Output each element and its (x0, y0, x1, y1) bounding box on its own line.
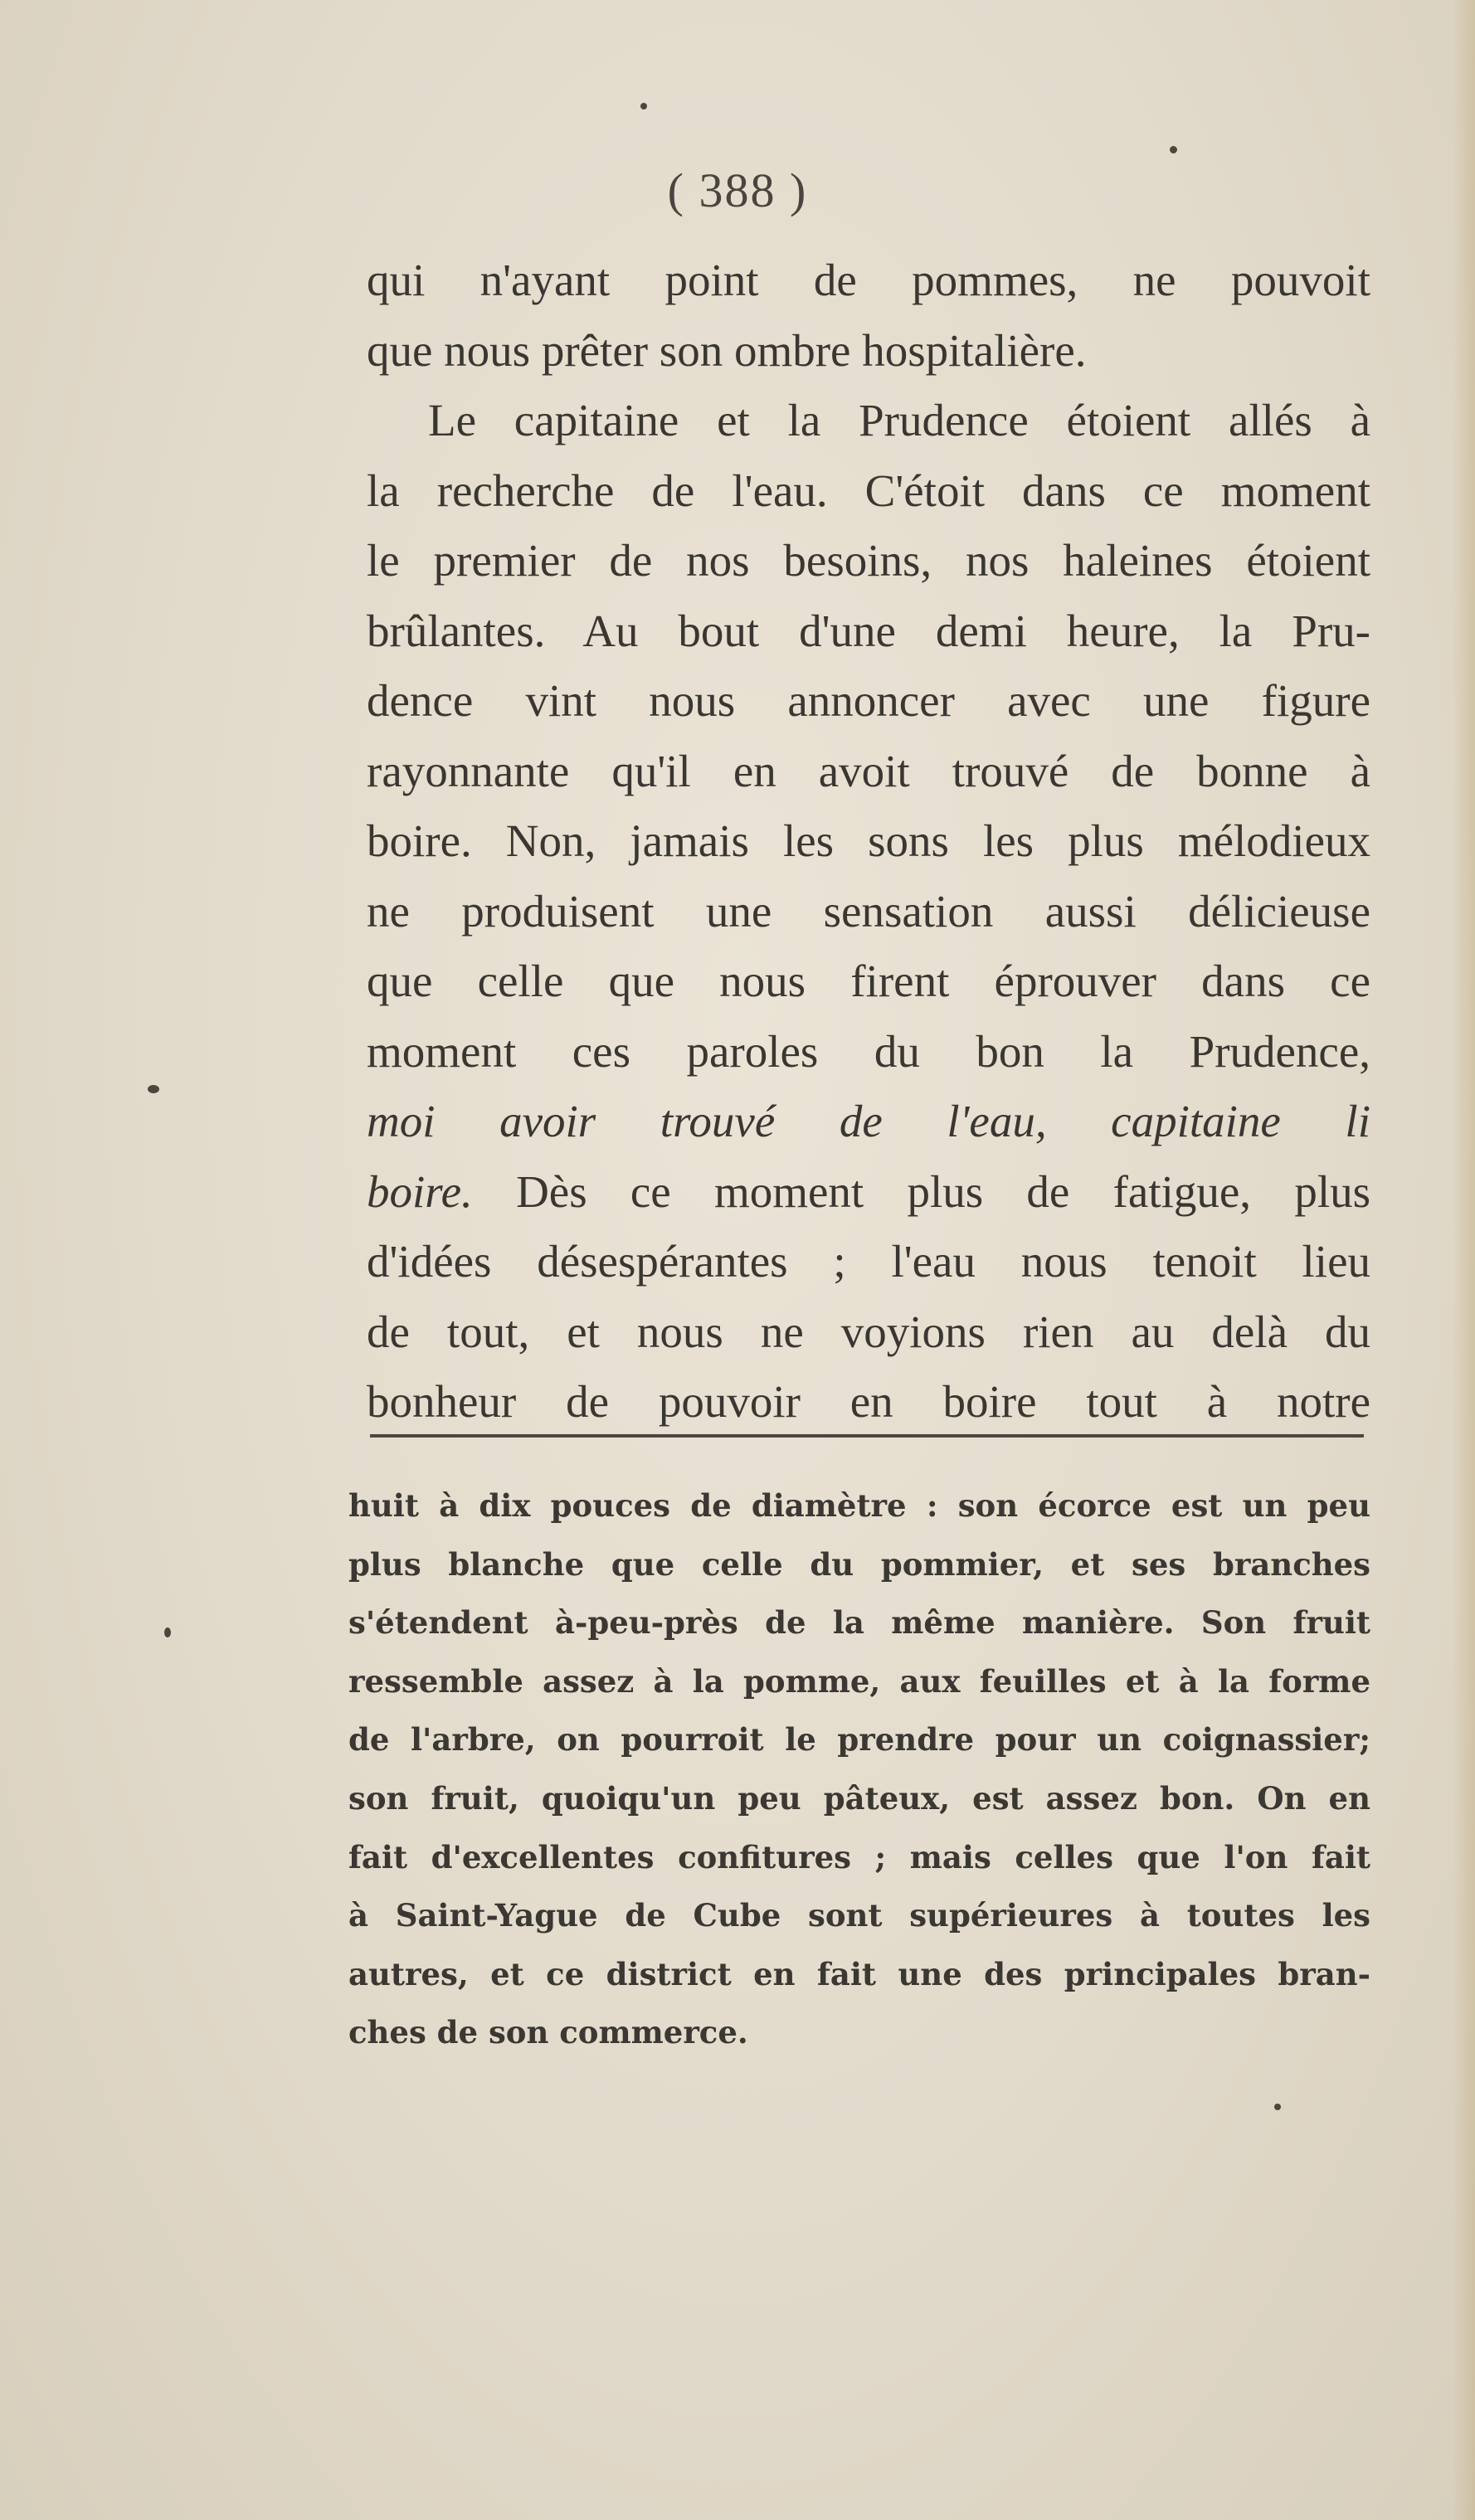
footnote (348, 1476, 1370, 2062)
text-line: bonheur de pouvoir en boire tout à notre (367, 1376, 1370, 1427)
text-line: moment ces paroles du bon la Prudence, (367, 1025, 1370, 1077)
text-line: que celle que nous firent éprouver dans ce (367, 956, 1370, 1006)
text-line: dence vint nous annoncer avec une figure (367, 675, 1370, 726)
footnote-line: ressemble assez à la pomme, aux feuilles et à la forme (348, 1662, 1370, 1700)
footnote-separator (370, 1434, 1364, 1438)
footnote-line: ches de son commerce. (348, 2014, 748, 2051)
footnote-line: à Saint-Yague de Cube sont supérieures à toutes les (348, 1897, 1370, 1934)
text-line: qui n'ayant point de pommes, ne pouvoit (367, 255, 1370, 305)
paper-speck (148, 1085, 159, 1093)
paper-speck (164, 1627, 171, 1637)
text-line: ne produisent une sensation aussi délicieuse (367, 885, 1370, 936)
italic-quote: moi avoir trouvé de l'eau, capitaine li (367, 1096, 1370, 1146)
main-text (367, 246, 1370, 1438)
footnote-line: autres, et ce district en fait une des principales bran- (348, 1955, 1370, 1992)
paper-speck (1274, 2104, 1281, 2110)
footnote-line: son fruit, quoiqu'un peu pâteux, est assez bon. On en (348, 1779, 1370, 1817)
text-line: le premier de nos besoins, nos haleines étoient (367, 535, 1370, 586)
text-line: d'idées désespérantes ; l'eau nous tenoit lieu (367, 1236, 1370, 1287)
footnote-line: huit à dix pouces de diamètre : son écorce est un peu (348, 1487, 1370, 1524)
paper-speck (1170, 146, 1177, 153)
paper-speck (640, 103, 647, 109)
text-line (367, 1157, 1370, 1228)
text-line: de tout, et nous ne voyions rien au delà du (367, 1306, 1370, 1357)
footnote-line: fait d'excellentes confitures ; mais celles que l'on fait (348, 1838, 1370, 1875)
footnote-line: s'étendent à-peu-près de la même manière. Son fruit (348, 1604, 1370, 1642)
footnote-line: de l'arbre, on pourroit le prendre pour un coignassier; (348, 1721, 1370, 1759)
text-line: boire. Non, jamais les sons les plus mélodieux (367, 815, 1370, 866)
italic-quote-end: boire. (367, 1165, 473, 1217)
text-line-rest: Dès ce moment plus de fatigue, plus (472, 1165, 1370, 1217)
page-edge-shadow (1452, 0, 1475, 2520)
footnote-line: plus blanche que celle du pommier, et ses branches (348, 1545, 1370, 1583)
page-number: ( 388 ) (667, 163, 808, 217)
text-line: que nous prêter son ombre hospitalière. (367, 324, 1087, 376)
text-line (367, 1087, 1370, 1157)
text-line: Le capitaine et la Prudence étoient allés à (428, 395, 1370, 445)
text-line: brûlantes. Au bout d'une demi heure, la Pru- (367, 605, 1370, 656)
text-line: la recherche de l'eau. C'étoit dans ce moment (367, 465, 1370, 516)
text-line: rayonnante qu'il en avoit trouvé de bonne à (367, 745, 1370, 796)
